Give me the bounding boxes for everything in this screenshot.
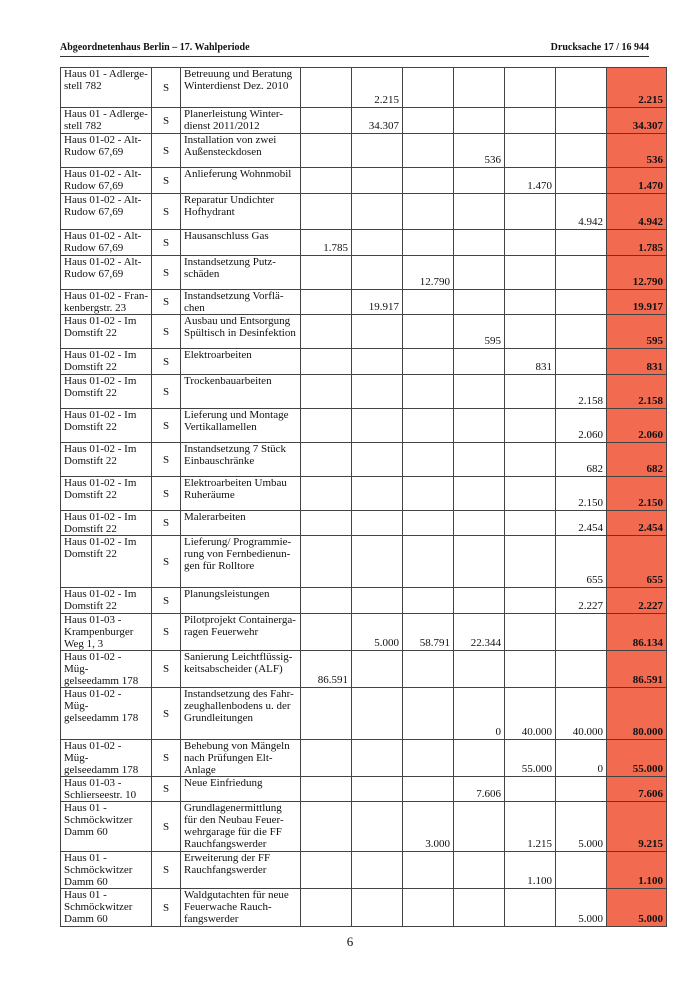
type-cell: S [152, 68, 181, 108]
location-cell: Haus 01-03 - Krampenburger Weg 1, 3 [61, 614, 152, 651]
amount-cell [454, 230, 505, 256]
type-cell: S [152, 477, 181, 511]
description-cell: Reparatur Undichter Hofhydrant [181, 194, 301, 230]
total-cell: 80.000 [607, 688, 667, 740]
total-cell: 1.470 [607, 168, 667, 194]
type-cell: S [152, 349, 181, 375]
amount-cell [403, 409, 454, 443]
type-cell: S [152, 256, 181, 290]
description-cell: Grundlagenermittlung für den Neubau Feuer- wehrgarage für die FF Rauchfangswerder [181, 802, 301, 852]
amount-cell [403, 889, 454, 927]
location-cell: Haus 01-03 - Schlierseestr. 10 [61, 777, 152, 802]
type-cell: S [152, 651, 181, 688]
amount-cell [454, 889, 505, 927]
amount-cell [454, 68, 505, 108]
amount-cell [556, 290, 607, 315]
amount-cell: 831 [505, 349, 556, 375]
description-cell: Lieferung und Montage Vertikallamellen [181, 409, 301, 443]
description-cell: Elektroarbeiten [181, 349, 301, 375]
total-cell: 7.606 [607, 777, 667, 802]
description-cell: Planerleistung Winter- dienst 2011/2012 [181, 108, 301, 134]
amount-cell [505, 614, 556, 651]
description-cell: Installation von zwei Außensteckdosen [181, 134, 301, 168]
location-cell: Haus 01-02 - Im Domstift 22 [61, 443, 152, 477]
amount-cell [505, 108, 556, 134]
total-cell: 2.158 [607, 375, 667, 409]
amount-cell [454, 290, 505, 315]
amount-cell [301, 588, 352, 614]
table-row [61, 740, 667, 777]
table-row [61, 614, 667, 651]
location-cell: Haus 01 - Adlerge- stell 782 [61, 108, 152, 134]
amount-cell [301, 290, 352, 315]
table-row [61, 852, 667, 889]
location-cell: Haus 01-02 - Alt- Rudow 67,69 [61, 134, 152, 168]
amount-cell [556, 108, 607, 134]
amount-cell [403, 68, 454, 108]
amount-cell [352, 409, 403, 443]
type-cell: S [152, 315, 181, 349]
amount-cell [403, 108, 454, 134]
type-cell: S [152, 511, 181, 536]
amount-cell [352, 256, 403, 290]
amount-cell [403, 168, 454, 194]
amount-cell [352, 740, 403, 777]
type-cell: S [152, 134, 181, 168]
total-cell: 12.790 [607, 256, 667, 290]
type-cell: S [152, 588, 181, 614]
amount-cell [352, 168, 403, 194]
total-cell: 5.000 [607, 889, 667, 927]
amount-cell [505, 889, 556, 927]
amount-cell: 1.215 [505, 802, 556, 852]
location-cell: Haus 01-02 - Im Domstift 22 [61, 409, 152, 443]
total-cell: 655 [607, 536, 667, 588]
total-cell: 2.060 [607, 409, 667, 443]
table-row [61, 315, 667, 349]
amount-cell [301, 349, 352, 375]
total-cell: 595 [607, 315, 667, 349]
amount-cell [505, 194, 556, 230]
amount-cell [556, 230, 607, 256]
amount-cell [301, 108, 352, 134]
amount-cell: 2.158 [556, 375, 607, 409]
table-row [61, 777, 667, 802]
header-left: Abgeordnetenhaus Berlin – 17. Wahlperiode [60, 42, 250, 53]
description-cell: Trockenbauarbeiten [181, 375, 301, 409]
amount-cell [454, 740, 505, 777]
amount-cell [403, 588, 454, 614]
location-cell: Haus 01-02 - Müg- gelseedamm 178 [61, 651, 152, 688]
description-cell: Instandsetzung des Fahr- zeughallenbodens u. der Grundleitungen [181, 688, 301, 740]
location-cell: Haus 01 - Schmöckwitzer Damm 60 [61, 852, 152, 889]
amount-cell [403, 852, 454, 889]
amount-cell [454, 477, 505, 511]
total-cell: 682 [607, 443, 667, 477]
amount-cell: 2.215 [352, 68, 403, 108]
amount-cell: 55.000 [505, 740, 556, 777]
amount-cell [505, 134, 556, 168]
table-row [61, 409, 667, 443]
amount-cell [556, 168, 607, 194]
table-row [61, 108, 667, 134]
amount-cell [505, 230, 556, 256]
amount-cell [352, 230, 403, 256]
location-cell: Haus 01 - Schmöckwitzer Damm 60 [61, 802, 152, 852]
amount-cell [352, 588, 403, 614]
location-cell: Haus 01 - Schmöckwitzer Damm 60 [61, 889, 152, 927]
page-number: 6 [346, 934, 354, 949]
description-cell: Pilotprojekt Containerga- ragen Feuerwehr [181, 614, 301, 651]
location-cell: Haus 01-02 - Im Domstift 22 [61, 477, 152, 511]
amount-cell: 12.790 [403, 256, 454, 290]
amount-cell [301, 688, 352, 740]
total-cell: 2.454 [607, 511, 667, 536]
amount-cell [505, 315, 556, 349]
location-cell: Haus 01-02 - Im Domstift 22 [61, 588, 152, 614]
amount-cell: 5.000 [352, 614, 403, 651]
total-cell: 2.150 [607, 477, 667, 511]
amount-cell: 1.785 [301, 230, 352, 256]
amount-cell: 86.591 [301, 651, 352, 688]
amount-cell [505, 777, 556, 802]
amount-cell [301, 536, 352, 588]
amount-cell [352, 477, 403, 511]
type-cell: S [152, 688, 181, 740]
table-row [61, 134, 667, 168]
table-row [61, 349, 667, 375]
amount-cell [505, 443, 556, 477]
amount-cell [454, 588, 505, 614]
description-cell: Malerarbeiten [181, 511, 301, 536]
amount-cell [505, 588, 556, 614]
location-cell: Haus 01-02 - Alt- Rudow 67,69 [61, 256, 152, 290]
total-cell: 19.917 [607, 290, 667, 315]
amount-cell [352, 802, 403, 852]
amount-cell [301, 777, 352, 802]
total-cell: 536 [607, 134, 667, 168]
amount-cell [301, 68, 352, 108]
description-cell: Lieferung/ Programmie- rung von Fernbedienun- gen für Rolltore [181, 536, 301, 588]
amount-cell [505, 477, 556, 511]
amount-cell: 2.150 [556, 477, 607, 511]
amount-cell [403, 740, 454, 777]
amount-cell [301, 194, 352, 230]
amount-cell [403, 477, 454, 511]
amount-cell [454, 511, 505, 536]
description-cell: Neue Einfriedung [181, 777, 301, 802]
location-cell: Haus 01 - Adlerge- stell 782 [61, 68, 152, 108]
amount-cell [556, 614, 607, 651]
amount-cell [301, 443, 352, 477]
amount-cell: 2.454 [556, 511, 607, 536]
type-cell: S [152, 409, 181, 443]
amount-cell [505, 290, 556, 315]
amount-cell: 4.942 [556, 194, 607, 230]
amount-cell [403, 651, 454, 688]
amount-cell [301, 802, 352, 852]
amount-cell: 595 [454, 315, 505, 349]
header-right: Drucksache 17 / 16 944 [550, 42, 649, 53]
table-row [61, 290, 667, 315]
amount-cell [454, 802, 505, 852]
amount-cell [301, 740, 352, 777]
table-row [61, 511, 667, 536]
amount-cell [352, 134, 403, 168]
total-cell: 2.227 [607, 588, 667, 614]
type-cell: S [152, 108, 181, 134]
amount-cell [352, 688, 403, 740]
amount-cell [301, 256, 352, 290]
table-row [61, 256, 667, 290]
amount-cell [403, 349, 454, 375]
amount-cell [403, 290, 454, 315]
amount-cell: 1.470 [505, 168, 556, 194]
amount-cell: 22.344 [454, 614, 505, 651]
amount-cell [505, 256, 556, 290]
amount-cell [403, 536, 454, 588]
amount-cell [403, 375, 454, 409]
amount-cell [556, 777, 607, 802]
amount-cell [352, 315, 403, 349]
amount-cell: 19.917 [352, 290, 403, 315]
description-cell: Hausanschluss Gas [181, 230, 301, 256]
amount-cell [403, 230, 454, 256]
table-row [61, 230, 667, 256]
type-cell: S [152, 802, 181, 852]
amount-cell [454, 194, 505, 230]
description-cell: Instandsetzung Vorflä- chen [181, 290, 301, 315]
location-cell: Haus 01-02 - Müg- gelseedamm 178 [61, 740, 152, 777]
table-row [61, 802, 667, 852]
amount-cell [301, 511, 352, 536]
type-cell: S [152, 536, 181, 588]
description-cell: Ausbau und Entsorgung Spültisch in Desinfektion [181, 315, 301, 349]
amount-cell [352, 536, 403, 588]
amount-cell [352, 651, 403, 688]
amount-cell [301, 315, 352, 349]
amount-cell [505, 536, 556, 588]
cost-table [60, 67, 667, 927]
amount-cell [403, 777, 454, 802]
type-cell: S [152, 194, 181, 230]
amount-cell [352, 443, 403, 477]
total-cell: 2.215 [607, 68, 667, 108]
amount-cell [352, 511, 403, 536]
description-cell: Anlieferung Wohnmobil [181, 168, 301, 194]
amount-cell [505, 409, 556, 443]
amount-cell [505, 375, 556, 409]
amount-cell: 682 [556, 443, 607, 477]
amount-cell [556, 315, 607, 349]
description-cell: Instandsetzung Putz- schäden [181, 256, 301, 290]
location-cell: Haus 01-02 - Alt- Rudow 67,69 [61, 230, 152, 256]
amount-cell: 536 [454, 134, 505, 168]
amount-cell [301, 477, 352, 511]
total-cell: 86.591 [607, 651, 667, 688]
type-cell: S [152, 168, 181, 194]
amount-cell [454, 852, 505, 889]
location-cell: Haus 01-02 - Im Domstift 22 [61, 315, 152, 349]
amount-cell: 58.791 [403, 614, 454, 651]
description-cell: Erweiterung der FF Rauchfangswerder [181, 852, 301, 889]
amount-cell: 5.000 [556, 802, 607, 852]
total-cell: 55.000 [607, 740, 667, 777]
amount-cell: 7.606 [454, 777, 505, 802]
amount-cell: 0 [556, 740, 607, 777]
amount-cell [352, 349, 403, 375]
type-cell: S [152, 230, 181, 256]
amount-cell [352, 852, 403, 889]
amount-cell [454, 168, 505, 194]
description-cell: Sanierung Leichtflüssig- keitsabscheider (ALF) [181, 651, 301, 688]
amount-cell [352, 375, 403, 409]
amount-cell [454, 256, 505, 290]
location-cell: Haus 01-02 - Fran- kenbergstr. 23 [61, 290, 152, 315]
amount-cell [454, 375, 505, 409]
description-cell: Instandsetzung 7 Stück Einbauschränke [181, 443, 301, 477]
location-cell: Haus 01-02 - Müg- gelseedamm 178 [61, 688, 152, 740]
amount-cell [556, 256, 607, 290]
amount-cell [403, 315, 454, 349]
amount-cell [403, 134, 454, 168]
type-cell: S [152, 852, 181, 889]
amount-cell [556, 349, 607, 375]
amount-cell [301, 852, 352, 889]
type-cell: S [152, 375, 181, 409]
amount-cell [352, 889, 403, 927]
total-cell: 1.100 [607, 852, 667, 889]
amount-cell: 1.100 [505, 852, 556, 889]
total-cell: 4.942 [607, 194, 667, 230]
total-cell: 86.134 [607, 614, 667, 651]
description-cell: Behebung von Mängeln nach Prüfungen Elt- Anlage [181, 740, 301, 777]
amount-cell: 5.000 [556, 889, 607, 927]
type-cell: S [152, 740, 181, 777]
amount-cell [352, 777, 403, 802]
amount-cell [301, 168, 352, 194]
description-cell: Betreuung und Beratung Winterdienst Dez. 2010 [181, 68, 301, 108]
table-row [61, 68, 667, 108]
amount-cell: 40.000 [505, 688, 556, 740]
description-cell: Planungsleistungen [181, 588, 301, 614]
amount-cell: 0 [454, 688, 505, 740]
amount-cell [301, 889, 352, 927]
amount-cell [301, 134, 352, 168]
table-row [61, 168, 667, 194]
amount-cell [301, 375, 352, 409]
amount-cell [403, 443, 454, 477]
amount-cell: 655 [556, 536, 607, 588]
description-cell: Elektroarbeiten Umbau Ruheräume [181, 477, 301, 511]
table-row [61, 889, 667, 927]
amount-cell [454, 536, 505, 588]
location-cell: Haus 01-02 - Alt- Rudow 67,69 [61, 168, 152, 194]
total-cell: 1.785 [607, 230, 667, 256]
table-row [61, 443, 667, 477]
amount-cell [505, 511, 556, 536]
table-row [61, 375, 667, 409]
type-cell: S [152, 777, 181, 802]
table-row [61, 588, 667, 614]
amount-cell: 40.000 [556, 688, 607, 740]
amount-cell [505, 651, 556, 688]
amount-cell [454, 409, 505, 443]
amount-cell: 2.227 [556, 588, 607, 614]
type-cell: S [152, 614, 181, 651]
total-cell: 9.215 [607, 802, 667, 852]
location-cell: Haus 01-02 - Im Domstift 22 [61, 511, 152, 536]
page-header [60, 40, 649, 57]
location-cell: Haus 01-02 - Im Domstift 22 [61, 375, 152, 409]
location-cell: Haus 01-02 - Im Domstift 22 [61, 349, 152, 375]
amount-cell [454, 108, 505, 134]
type-cell: S [152, 290, 181, 315]
table-row [61, 477, 667, 511]
table-row [61, 688, 667, 740]
amount-cell [454, 349, 505, 375]
amount-cell [454, 651, 505, 688]
location-cell: Haus 01-02 - Im Domstift 22 [61, 536, 152, 588]
amount-cell [556, 852, 607, 889]
amount-cell: 3.000 [403, 802, 454, 852]
total-cell: 831 [607, 349, 667, 375]
amount-cell [403, 194, 454, 230]
type-cell: S [152, 889, 181, 927]
amount-cell [556, 68, 607, 108]
amount-cell [301, 409, 352, 443]
table-row [61, 194, 667, 230]
amount-cell [352, 194, 403, 230]
table-row [61, 651, 667, 688]
amount-cell [505, 68, 556, 108]
table-body [61, 68, 667, 927]
amount-cell [301, 614, 352, 651]
amount-cell: 2.060 [556, 409, 607, 443]
amount-cell [556, 134, 607, 168]
description-cell: Waldgutachten für neue Feuerwache Rauch- fangswerder [181, 889, 301, 927]
total-cell: 34.307 [607, 108, 667, 134]
type-cell: S [152, 443, 181, 477]
amount-cell [454, 443, 505, 477]
location-cell: Haus 01-02 - Alt- Rudow 67,69 [61, 194, 152, 230]
amount-cell [403, 511, 454, 536]
amount-cell: 34.307 [352, 108, 403, 134]
table-row [61, 536, 667, 588]
amount-cell [403, 688, 454, 740]
amount-cell [556, 651, 607, 688]
